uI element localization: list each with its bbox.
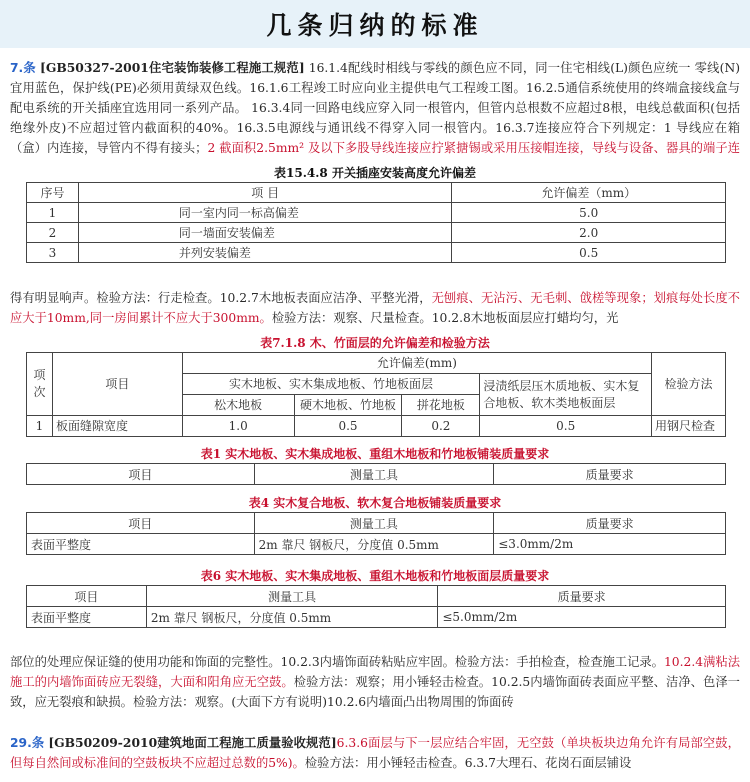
header-cell: 质量要求 — [438, 586, 726, 607]
header-cell: 质量要求 — [494, 513, 726, 534]
table-row — [27, 416, 726, 437]
table-cell: ≤3.0mm/2m — [494, 534, 726, 555]
para3-text-a: 部位的处理应保证缝的使用功能和饰面的完整性。10.2.3内墙饰面砖粘贴应牢固。检验方法：手拍检查，检查施工记录。 — [10, 655, 664, 669]
para2-text-b: 检验方法：观察、尺量检查。10.2.8木地板面层应打蜡均匀，光 — [271, 311, 619, 325]
wall-tile-paragraph — [10, 652, 740, 712]
header-cell: 松木地板 — [182, 395, 294, 416]
para3-text-b: 检验方法：观察；用小锤轻击检查。10.2.5内墙饰面砖表面应平整、洁净、色泽一致，应无裂痕和缺损。检验方法：观察。(大面下方有说明)10.2.6内墙面凸出物周围的饰面砖 — [10, 675, 740, 709]
table-cell: 同一墙面安装偏差 — [78, 223, 451, 243]
header-cell: 项 目 — [78, 183, 451, 203]
header-cell: 测量工具 — [254, 513, 494, 534]
item29-paragraph — [10, 733, 740, 775]
header-cell: 项次 — [27, 353, 53, 416]
header-cell: 测量工具 — [146, 586, 438, 607]
table-6-caption: 表6 实木地板、实木集成地板、重组木地板和竹地板面层质量要求 — [200, 569, 550, 583]
header-cell: 允许偏差(mm) — [182, 353, 651, 374]
table-cell: ≤5.0mm/2m — [438, 607, 726, 628]
table-cell: 1.0 — [182, 416, 294, 437]
table-6 — [26, 585, 726, 628]
header-cell: 项目 — [27, 464, 255, 485]
header-cell: 允许偏差（mm） — [452, 183, 726, 203]
header-cell: 硬木地板、竹地板 — [294, 395, 402, 416]
table-15-4-8-caption: 表15.4.8 开关插座安装高度允许偏差 — [274, 166, 476, 180]
table-header-row — [27, 353, 726, 374]
table-cell: 2.0 — [452, 223, 726, 243]
item7-standard: [GB50327-2001住宅装饰装修工程施工规范] — [40, 60, 305, 75]
table-header-row — [27, 183, 726, 203]
table-cell: 2m 靠尺 钢板尺，分度值 0.5mm — [146, 607, 438, 628]
header-cell: 质量要求 — [494, 464, 726, 485]
header-cell: 项目 — [52, 353, 182, 416]
table-cell: 0.5 — [294, 416, 402, 437]
table-row — [27, 203, 726, 223]
para2-text-red: 无刨痕、无沾污、无毛刺、戗槎等现象；划痕每处长度不应大于10mm,同一房间累计不应大于300mm。 — [10, 291, 740, 325]
item29-number: 29.条 — [10, 736, 45, 750]
table-cell: 板面缝隙宽度 — [52, 416, 182, 437]
table-1-caption: 表1 实木地板、实木集成地板、重组木地板和竹地板铺装质量要求 — [200, 447, 550, 461]
header-cell: 项目 — [27, 513, 255, 534]
item29-text-b: 检验方法：用小锤轻击检查。6.3.7大理石、花岗石面层铺设 — [304, 756, 632, 770]
header-cell: 检验方法 — [652, 353, 726, 416]
para3-text-red: 10.2.4满粘法施工的内墙饰面砖应无裂缝，大面和阳角应无空鼓。 — [10, 655, 740, 689]
table-7-1-8 — [26, 352, 726, 437]
table-row — [27, 243, 726, 263]
table-4-caption: 表4 实木复合地板、软木复合地板铺装质量要求 — [248, 496, 502, 510]
item7-paragraph — [10, 58, 740, 158]
header-cell: 实木地板、实木集成地板、竹地板面层 — [182, 374, 480, 395]
table-cell: 2 — [27, 223, 79, 243]
header-cell: 测量工具 — [254, 464, 494, 485]
header-cell: 浸渍纸层压木质地板、实木复合地板、软木类地板面层 — [480, 374, 652, 416]
table-cell: 2m 靠尺 钢板尺，分度值 0.5mm — [254, 534, 494, 555]
header-cell: 拼花地板 — [402, 395, 480, 416]
item7-text-red: 2 截面积2.5mm² 及以下多股导线连接应拧紧搪锡或采用压接帽连接，导线与设备、器具的端子连 — [207, 141, 740, 155]
table-cell: 0.5 — [480, 416, 652, 437]
header-cell: 项目 — [27, 586, 147, 607]
table-7-1-8-caption: 表7.1.8 木、竹面层的允许偏差和检验方法 — [260, 336, 490, 350]
item7-number: 7.条 — [10, 61, 36, 75]
table-cell: 表面平整度 — [27, 607, 147, 628]
para2-text-a: 得有明显响声。检验方法：行走检查。10.2.7木地板表面应洁净、平整光滑， — [10, 291, 432, 305]
item29-standard: [GB50209-2010建筑地面工程施工质量验收规范] — [48, 735, 337, 750]
title-bar — [0, 0, 750, 48]
header-cell: 序号 — [27, 183, 79, 203]
table-cell: 0.2 — [402, 416, 480, 437]
table-header-row — [27, 586, 726, 607]
table-cell: 用钢尺检查 — [652, 416, 726, 437]
table-header-row — [27, 513, 726, 534]
item7-text-a: 16.1.4配线时相线与零线的颜色应不同，同一住宅相线(L)颜色应统一 零线(N)宜用蓝色，保护线(PE)必须用黄绿双色线。16.1.6工程竣工时应向业主提供电气工程竣工图。16.2.5通信系统使用的终端盒接线盒与配电系统的开关插座宜选用同一系列产品。 16.3.4同一回路电线应穿入同一根管内，但管内总根数不应超过8根，电线总截面积(包括绝缘外皮)不应超过管内截面积的40%。16.3.5电源线与通讯线不得穿入同一根管内。16.3.7连接应符合下列规定：1 导线应在箱（盒）内连接，导管内不得有接头； — [10, 61, 740, 155]
page-title: 几条归纳的标准 — [266, 11, 484, 40]
table-cell: 表面平整度 — [27, 534, 255, 555]
table-cell: 0.5 — [452, 243, 726, 263]
table-cell: 1 — [27, 416, 53, 437]
table-row — [27, 223, 726, 243]
table-cell: 1 — [27, 203, 79, 223]
table-4 — [26, 512, 726, 555]
table-1 — [26, 463, 726, 485]
table-15-4-8 — [26, 182, 726, 263]
table-row — [27, 534, 726, 555]
table-cell: 3 — [27, 243, 79, 263]
table-cell: 同一室内同一标高偏差 — [78, 203, 451, 223]
item29-text-red: 6.3.6面层与下一层应结合牢固，无空鼓（单块板块边角允许有局部空鼓，但每自然间或标准间的空鼓板块不应超过总数的5%)。 — [10, 736, 740, 770]
table-cell: 5.0 — [452, 203, 726, 223]
table-header-row — [27, 464, 726, 485]
table-row — [27, 607, 726, 628]
table-cell: 并列安装偏差 — [78, 243, 451, 263]
